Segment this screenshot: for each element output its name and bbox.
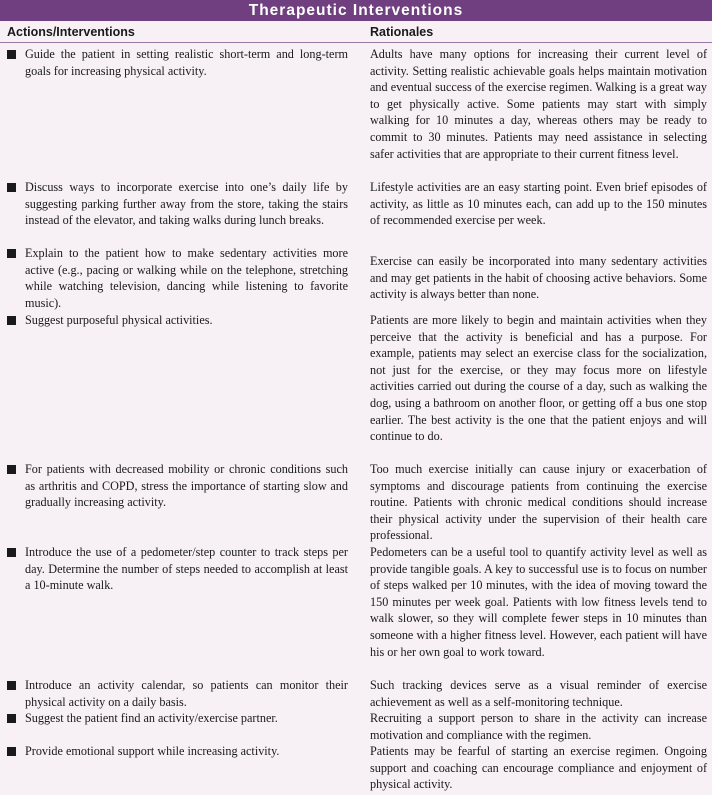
action-text: Provide emotional support while increasing activity. [25, 744, 280, 758]
rationale-text: Adults have many options for increasing their current level of activity. Setting realistic achievable goals helps maintain motivation and eventual success of the exercise regimen. Walking is a great way to get physically active. Some patients may start with simply walking for 10 minutes a day, whereas others may be ready to commit to 30 minutes. Patients may need assistance in selecting safer activities that are appropriate to their current fitness level. [370, 47, 707, 161]
rationale-text: Patients are more likely to begin and maintain activities when they perceive that the activity is beneficial and has a purpose. For example, patients may select an exercise class for the socialization, not just for the exercise, or they may focus more on lifestyle activities carried out during the course of a day, such as walking the dog, using a bathroom on another floor, or getting off a bus one stop earlier. The best activity is the one that the patient enjoys and will continue to do. [370, 313, 707, 444]
square-bullet-icon [7, 249, 16, 258]
table-row [0, 743, 712, 793]
rationale-text: Recruiting a support person to share in the activity can increase motivation and compliance with the regimen. [370, 711, 707, 742]
table-row [0, 245, 712, 312]
action-text: Introduce the use of a pedometer/step counter to track steps per day. Determine the number of steps needed to accomplish at least a 10-minute walk. [25, 545, 348, 593]
action-text: Explain to the patient how to make sedentary activities more active (e.g., pacing or walking while on the telephone, stretching while watching television, dancing while listening to favorite music). [25, 246, 348, 310]
rationale-text: Such tracking devices serve as a visual reminder of exercise achievement as well as a self-monitoring technique. [370, 678, 707, 709]
rationale-text: Lifestyle activities are an easy starting point. Even brief episodes of activity, as little as 10 minutes each, can add up to the 150 minutes of recommended exercise per week. [370, 180, 707, 228]
square-bullet-icon [7, 183, 16, 192]
table-row [0, 710, 712, 743]
square-bullet-icon [7, 316, 16, 325]
square-bullet-icon [7, 747, 16, 756]
square-bullet-icon [7, 548, 16, 557]
square-bullet-icon [7, 714, 16, 723]
rationale-text: Exercise can easily be incorporated into many sedentary activities and may get patients in the habit of choosing active behaviors. Some activity is always better than none. [370, 254, 707, 302]
table-row [0, 544, 712, 677]
header-actions: Actions/Interventions [7, 25, 135, 39]
rationale-text: Too much exercise initially can cause injury or exacerbation of symptoms and discourage patients from continuing the exercise routine. Patients with chronic medical conditions should increase their physical activity under the supervision of their health care professional. [370, 462, 707, 543]
action-text: Suggest the patient find an activity/exercise partner. [25, 711, 278, 725]
action-text: Suggest purposeful physical activities. [25, 313, 213, 327]
action-text: For patients with decreased mobility or chronic conditions such as arthritis and COPD, stress the importance of starting slow and gradually increasing activity. [25, 462, 348, 510]
action-text: Discuss ways to incorporate exercise into one’s daily life by suggesting parking further away from the store, taking the stairs instead of the elevator, and taking walks during lunch breaks. [25, 180, 348, 228]
action-text: Introduce an activity calendar, so patients can monitor their physical activity on a daily basis. [25, 678, 348, 709]
table-row [0, 46, 712, 179]
table-row [0, 677, 712, 710]
table-row [0, 461, 712, 544]
action-text: Guide the patient in setting realistic short-term and long-term goals for increasing physical activity. [25, 47, 348, 78]
banner-title: Therapeutic Interventions [0, 0, 712, 21]
table-row [0, 179, 712, 245]
square-bullet-icon [7, 50, 16, 59]
square-bullet-icon [7, 681, 16, 690]
column-headers [0, 21, 712, 43]
intervention-table [0, 43, 712, 793]
table-row [0, 312, 712, 461]
square-bullet-icon [7, 465, 16, 474]
header-rationales: Rationales [370, 25, 434, 39]
rationale-text: Pedometers can be a useful tool to quantify activity level as well as provide tangible goals. A key to successful use is to focus on number of steps walked per 10 minutes, with the idea of moving toward the 150 minutes per week goal. Patients with low fitness levels tend to walk slower, so they will complete fewer steps in 10 minutes than someone with a higher fitness level. However, each patient will have his or her own goal to work toward. [370, 545, 707, 659]
rationale-text: Patients may be fearful of starting an exercise regimen. Ongoing support and coaching can encourage compliance and enjoyment of physical activity. [370, 744, 707, 792]
